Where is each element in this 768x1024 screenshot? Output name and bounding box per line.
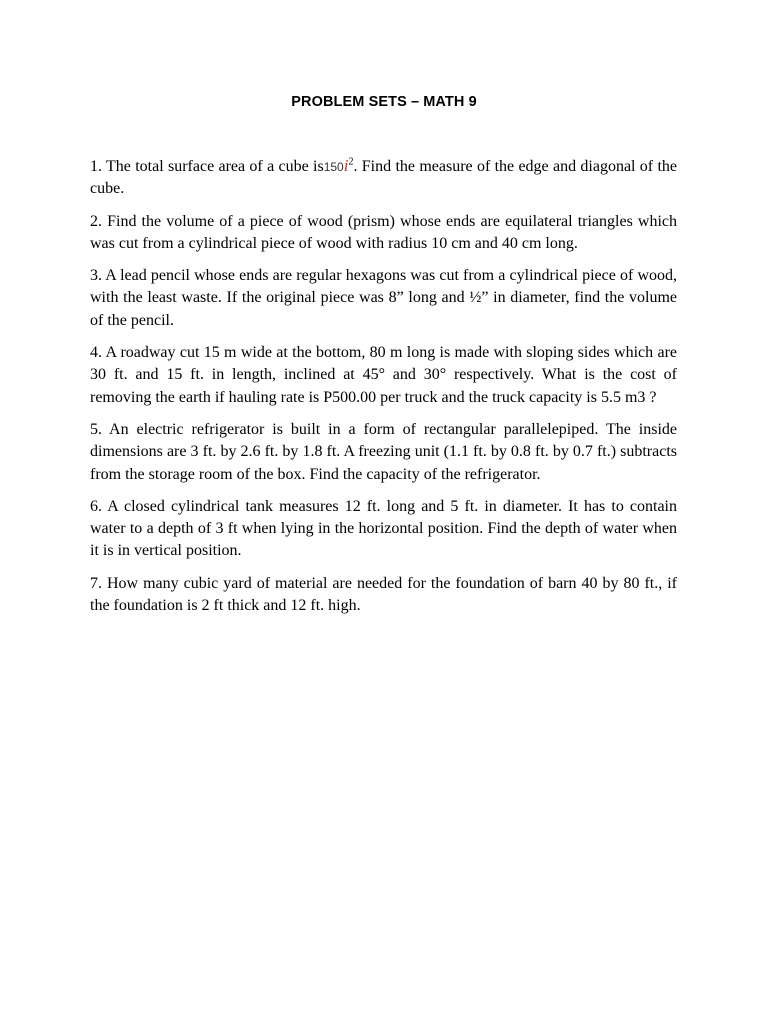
problem-6: 6. A closed cylindrical tank measures 12 ft. long and 5 ft. in diameter. It has to contain water to a depth of 3 ft when lying in the horizontal position. Find the depth of water when it is in vertical position.: [90, 497, 677, 560]
problem-1-value: 150: [323, 160, 344, 174]
problem-3: 3. A lead pencil whose ends are regular hexagons was cut from a cylindrical piece of wood, with the least waste. If the original piece was 8” long and ½” in diameter, find the volume of the pencil.: [90, 267, 677, 329]
problem-5: 5. An electric refrigerator is built in a form of rectangular parallelepiped. The inside dimensions are 3 ft. by 2.6 ft. by 1.8 ft. A freezing unit (1.1 ft. by 0.8 ft. by 0.7 ft.) subtracts from the storage room of the box. Find the capacity of the refrigerator.: [90, 420, 677, 483]
problem-4: 4. A roadway cut 15 m wide at the bottom, 80 m long is made with sloping sides which are 30 ft. and 15 ft. in length, inclined at 45° and 30° respectively. What is the cost of removing the earth if hauling rate is P500.00 per truck and the truck capacity is 5.5 m3 ?: [90, 344, 677, 406]
problem-7: 7. How many cubic yard of material are needed for the foundation of barn 40 by 80 ft., if the foundation is 2 ft thick and 12 ft. high.: [90, 574, 677, 615]
page-title: PROBLEM SETS – MATH 9: [291, 94, 477, 110]
problem-1-exponent: 2: [348, 156, 354, 168]
problem-1-variable: i: [343, 156, 349, 175]
problem-2: 2. Find the volume of a piece of wood (prism) whose ends are equilateral triangles which was cut from a cylindrical piece of wood with radius 10 cm and 40 cm long.: [90, 212, 677, 252]
problem-list: [90, 155, 677, 627]
problem-1-text-after: . Find the measure of the edge and diagonal of the cube.: [90, 158, 677, 198]
problem-1-text-before: 1. The total surface area of a cube is: [90, 158, 324, 175]
problem-1: [90, 155, 677, 201]
